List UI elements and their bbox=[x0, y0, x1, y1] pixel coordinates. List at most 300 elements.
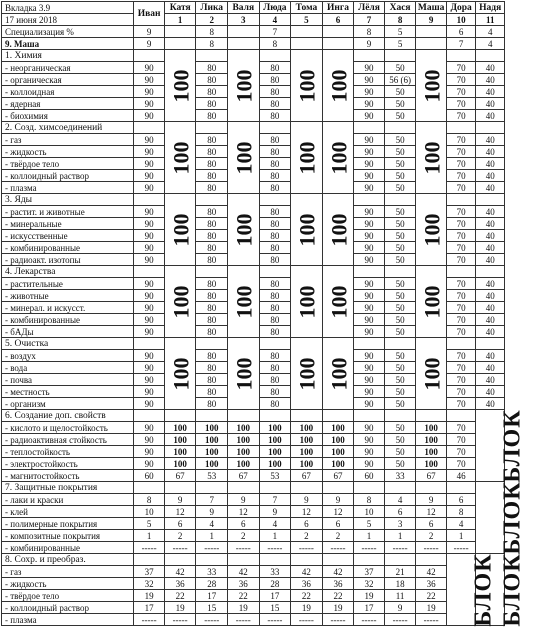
value-cell: 42 bbox=[228, 566, 260, 578]
name-header: Катя bbox=[164, 2, 196, 14]
value-cell: 80 bbox=[259, 398, 291, 410]
big-100 bbox=[322, 50, 354, 122]
value-cell: ----- bbox=[354, 542, 385, 554]
value-cell: 40 bbox=[476, 158, 505, 170]
empty-cell bbox=[259, 338, 291, 350]
section-title: 6. Создание доп. свойств bbox=[2, 410, 134, 422]
value-cell: 80 bbox=[196, 254, 228, 266]
value-cell: 80 bbox=[259, 170, 291, 182]
section-row bbox=[2, 482, 505, 494]
value-cell: 19 bbox=[416, 602, 447, 614]
value-cell: 100 bbox=[164, 422, 196, 434]
empty-cell bbox=[446, 338, 476, 350]
value-cell: 100 bbox=[228, 446, 260, 458]
value-cell: 40 bbox=[476, 254, 505, 266]
value-cell: 90 bbox=[354, 278, 385, 290]
value-cell: ----- bbox=[228, 542, 260, 554]
value-cell: 70 bbox=[446, 218, 476, 230]
value-cell: 90 bbox=[134, 110, 165, 122]
value-cell: 42 bbox=[164, 566, 196, 578]
value-cell: 80 bbox=[259, 146, 291, 158]
value-cell: 90 bbox=[134, 362, 165, 374]
data-table bbox=[1, 1, 527, 627]
name-header: Инга bbox=[322, 2, 354, 14]
value-cell: 90 bbox=[354, 230, 385, 242]
value-cell: 80 bbox=[259, 326, 291, 338]
value-cell: 90 bbox=[354, 98, 385, 110]
spec-value: 6 bbox=[446, 26, 476, 38]
spec-value bbox=[164, 26, 196, 38]
value-cell: 80 bbox=[259, 290, 291, 302]
column-number: 3 bbox=[228, 14, 260, 26]
row-label: - комбинированные bbox=[2, 542, 134, 554]
big-100-text: 100 bbox=[326, 285, 352, 318]
blok-label bbox=[446, 552, 497, 627]
row-label: - теплостойкость bbox=[2, 446, 134, 458]
value-cell: 80 bbox=[196, 314, 228, 326]
value-cell: 90 bbox=[134, 314, 165, 326]
value-cell: 40 bbox=[476, 386, 505, 398]
row-label: - лаки и краски bbox=[2, 494, 134, 506]
row-label: - твёрдое тело bbox=[2, 158, 134, 170]
value-cell: 22 bbox=[322, 590, 354, 602]
empty-cell bbox=[134, 338, 165, 350]
column-number: 10 bbox=[446, 14, 476, 26]
value-cell: 90 bbox=[134, 386, 165, 398]
value-cell: 50 bbox=[384, 350, 416, 362]
value-cell: 90 bbox=[354, 290, 385, 302]
value-cell: 90 bbox=[134, 230, 165, 242]
big-100 bbox=[322, 194, 354, 266]
row-label: - органическая bbox=[2, 74, 134, 86]
column-number: 9 bbox=[416, 14, 447, 26]
empty-cell bbox=[446, 482, 476, 494]
value-cell: 70 bbox=[446, 422, 476, 434]
value-cell: 36 bbox=[228, 578, 260, 590]
big-100 bbox=[164, 266, 196, 338]
column-number: 6 bbox=[322, 14, 354, 26]
empty-cell bbox=[476, 122, 505, 134]
value-cell: 50 bbox=[384, 206, 416, 218]
data-row bbox=[2, 434, 505, 446]
value-cell: 80 bbox=[196, 62, 228, 74]
value-cell: 40 bbox=[476, 278, 505, 290]
big-100 bbox=[291, 194, 323, 266]
value-cell: 90 bbox=[354, 218, 385, 230]
data-row bbox=[2, 518, 505, 530]
value-cell: 6 bbox=[322, 518, 354, 530]
column-number: 4 bbox=[259, 14, 291, 26]
big-100 bbox=[228, 194, 260, 266]
row-label: - ядерная bbox=[2, 98, 134, 110]
value-cell: 46 bbox=[446, 470, 476, 482]
value-cell: 50 bbox=[384, 98, 416, 110]
value-cell: 50 bbox=[384, 386, 416, 398]
data-row bbox=[2, 602, 505, 614]
value-cell: 90 bbox=[354, 170, 385, 182]
big-100-text: 100 bbox=[326, 213, 352, 246]
big-100-text: 100 bbox=[231, 285, 257, 318]
value-cell: 40 bbox=[476, 134, 505, 146]
value-cell: 80 bbox=[196, 218, 228, 230]
row-label: - минерал. и искусст. bbox=[2, 302, 134, 314]
big-100 bbox=[322, 338, 354, 410]
row-label: - электростойкость bbox=[2, 458, 134, 470]
value-cell: 90 bbox=[354, 302, 385, 314]
masha-value bbox=[164, 38, 196, 50]
empty-cell bbox=[228, 482, 260, 494]
column-number: 11 bbox=[476, 14, 505, 26]
value-cell: ----- bbox=[384, 614, 416, 626]
value-cell: 80 bbox=[196, 398, 228, 410]
data-row bbox=[2, 494, 505, 506]
empty-cell bbox=[384, 482, 416, 494]
row-label: - магнитостойкость bbox=[2, 470, 134, 482]
empty-cell bbox=[259, 482, 291, 494]
masha-value: 8 bbox=[259, 38, 291, 50]
row-label: - кислото и щелостойкость bbox=[2, 422, 134, 434]
value-cell: 100 bbox=[228, 434, 260, 446]
value-cell: 60 bbox=[134, 470, 165, 482]
value-cell: 19 bbox=[164, 602, 196, 614]
value-cell: 50 bbox=[384, 170, 416, 182]
value-cell: 50 bbox=[384, 218, 416, 230]
value-cell: 12 bbox=[164, 506, 196, 518]
big-100-text: 100 bbox=[419, 285, 445, 318]
value-cell: 42 bbox=[416, 566, 447, 578]
big-100-text: 100 bbox=[419, 69, 445, 102]
value-cell: 100 bbox=[291, 458, 323, 470]
value-cell: 80 bbox=[196, 350, 228, 362]
value-cell: 100 bbox=[291, 422, 323, 434]
value-cell: 90 bbox=[134, 434, 165, 446]
value-cell: 70 bbox=[446, 146, 476, 158]
value-cell: 100 bbox=[259, 434, 291, 446]
value-cell: 40 bbox=[476, 86, 505, 98]
empty-cell bbox=[354, 50, 385, 62]
row-label: - биохимия bbox=[2, 110, 134, 122]
value-cell: 90 bbox=[134, 206, 165, 218]
big-100 bbox=[291, 122, 323, 194]
value-cell: 50 bbox=[384, 182, 416, 194]
value-cell: 70 bbox=[446, 134, 476, 146]
value-cell: 1 bbox=[134, 530, 165, 542]
value-cell: 9 bbox=[259, 506, 291, 518]
value-cell: 80 bbox=[196, 386, 228, 398]
data-row bbox=[2, 470, 505, 482]
empty-cell bbox=[259, 554, 291, 566]
value-cell: 50 bbox=[384, 374, 416, 386]
value-cell: 6 bbox=[228, 518, 260, 530]
section-row bbox=[2, 50, 505, 62]
value-cell: ----- bbox=[446, 542, 476, 554]
empty-cell bbox=[354, 338, 385, 350]
big-100 bbox=[164, 50, 196, 122]
value-cell: 80 bbox=[259, 386, 291, 398]
value-cell: 100 bbox=[416, 434, 447, 446]
value-cell: 22 bbox=[164, 590, 196, 602]
value-cell: 9 bbox=[164, 494, 196, 506]
value-cell: 80 bbox=[259, 134, 291, 146]
row-label: - воздух bbox=[2, 350, 134, 362]
column-number: 1 bbox=[164, 14, 196, 26]
row-label: - газ bbox=[2, 134, 134, 146]
value-cell: 70 bbox=[446, 374, 476, 386]
big-100-text: 100 bbox=[419, 141, 445, 174]
value-cell: 42 bbox=[322, 566, 354, 578]
name-header: Лёля bbox=[354, 2, 385, 14]
section-row bbox=[2, 194, 505, 206]
value-cell: 90 bbox=[134, 218, 165, 230]
row-label: - животные bbox=[2, 290, 134, 302]
value-cell: 9 bbox=[196, 506, 228, 518]
value-cell: 67 bbox=[228, 470, 260, 482]
value-cell: 90 bbox=[354, 326, 385, 338]
value-cell: 8 bbox=[354, 494, 385, 506]
value-cell: 67 bbox=[322, 470, 354, 482]
value-cell: 80 bbox=[259, 362, 291, 374]
spec-value bbox=[291, 26, 323, 38]
value-cell: 50 bbox=[384, 314, 416, 326]
value-cell: 17 bbox=[259, 590, 291, 602]
value-cell: 90 bbox=[354, 182, 385, 194]
value-cell: ----- bbox=[196, 542, 228, 554]
value-cell: 67 bbox=[164, 470, 196, 482]
value-cell: 60 bbox=[354, 470, 385, 482]
value-cell: 80 bbox=[196, 146, 228, 158]
empty-cell bbox=[446, 122, 476, 134]
empty-cell bbox=[134, 266, 165, 278]
value-cell: 33 bbox=[384, 470, 416, 482]
big-100 bbox=[164, 338, 196, 410]
value-cell: 80 bbox=[196, 134, 228, 146]
empty-cell bbox=[134, 122, 165, 134]
empty-cell bbox=[384, 194, 416, 206]
value-cell: 4 bbox=[259, 518, 291, 530]
value-cell: 100 bbox=[228, 422, 260, 434]
masha-label: 9. Маша bbox=[2, 38, 134, 50]
value-cell: 80 bbox=[196, 230, 228, 242]
value-cell: 50 bbox=[384, 62, 416, 74]
big-100-text: 100 bbox=[168, 141, 194, 174]
value-cell: 1 bbox=[196, 530, 228, 542]
value-cell: 50 bbox=[384, 242, 416, 254]
value-cell: 80 bbox=[259, 314, 291, 326]
data-row bbox=[2, 530, 505, 542]
big-100 bbox=[228, 122, 260, 194]
data-row bbox=[2, 578, 505, 590]
value-cell: 100 bbox=[322, 458, 354, 470]
value-cell: 90 bbox=[134, 446, 165, 458]
empty-cell bbox=[259, 122, 291, 134]
value-cell: 12 bbox=[322, 506, 354, 518]
value-cell: 33 bbox=[196, 566, 228, 578]
value-cell: 100 bbox=[196, 434, 228, 446]
row-label: - коллоидный раствор bbox=[2, 602, 134, 614]
value-cell: 80 bbox=[259, 110, 291, 122]
empty-cell bbox=[134, 194, 165, 206]
value-cell: 9 bbox=[228, 494, 260, 506]
blok-label bbox=[476, 480, 527, 555]
row-label: - радиоакт. изотопы bbox=[2, 254, 134, 266]
empty-cell bbox=[164, 410, 196, 422]
value-cell: 90 bbox=[354, 74, 385, 86]
value-cell: ----- bbox=[164, 542, 196, 554]
value-cell: 90 bbox=[134, 422, 165, 434]
masha-value: 7 bbox=[446, 38, 476, 50]
big-100-text: 100 bbox=[294, 141, 320, 174]
empty-cell bbox=[354, 482, 385, 494]
value-cell: 90 bbox=[354, 434, 385, 446]
value-cell: 2 bbox=[228, 530, 260, 542]
row-label: - композитные покрытия bbox=[2, 530, 134, 542]
spec-value: 4 bbox=[476, 26, 505, 38]
value-cell: 9 bbox=[416, 494, 447, 506]
spec-value: 8 bbox=[196, 26, 228, 38]
value-cell: 70 bbox=[446, 278, 476, 290]
row-label: - коллоидный раствор bbox=[2, 170, 134, 182]
empty-cell bbox=[476, 266, 505, 278]
value-cell: 90 bbox=[134, 86, 165, 98]
empty-cell bbox=[228, 410, 260, 422]
empty-cell bbox=[134, 482, 165, 494]
value-cell: 40 bbox=[476, 218, 505, 230]
value-cell: 80 bbox=[196, 362, 228, 374]
value-cell: 90 bbox=[354, 350, 385, 362]
big-100-text: 100 bbox=[231, 213, 257, 246]
empty-cell bbox=[384, 554, 416, 566]
value-cell: ----- bbox=[259, 542, 291, 554]
value-cell: 100 bbox=[196, 446, 228, 458]
value-cell: 36 bbox=[322, 578, 354, 590]
empty-cell bbox=[259, 410, 291, 422]
value-cell: 50 bbox=[384, 134, 416, 146]
data-row bbox=[2, 506, 505, 518]
row-label: - организм bbox=[2, 398, 134, 410]
value-cell: 12 bbox=[228, 506, 260, 518]
big-100 bbox=[416, 338, 447, 410]
big-100-text: 100 bbox=[294, 213, 320, 246]
value-cell: 90 bbox=[134, 350, 165, 362]
value-cell: 40 bbox=[476, 110, 505, 122]
value-cell: 70 bbox=[446, 314, 476, 326]
big-100 bbox=[416, 194, 447, 266]
value-cell: 70 bbox=[446, 290, 476, 302]
row-label: - жидкость bbox=[2, 578, 134, 590]
value-cell: 80 bbox=[259, 218, 291, 230]
value-cell: 9 bbox=[384, 602, 416, 614]
value-cell: 7 bbox=[259, 494, 291, 506]
value-cell: 50 bbox=[384, 86, 416, 98]
value-cell: 80 bbox=[259, 182, 291, 194]
section-row bbox=[2, 122, 505, 134]
value-cell: 80 bbox=[196, 158, 228, 170]
value-cell: 90 bbox=[134, 74, 165, 86]
row-label: - полимерные покрытия bbox=[2, 518, 134, 530]
value-cell: 100 bbox=[196, 458, 228, 470]
value-cell: 100 bbox=[164, 434, 196, 446]
value-cell: 50 bbox=[384, 290, 416, 302]
empty-cell bbox=[291, 554, 323, 566]
value-cell: 19 bbox=[291, 602, 323, 614]
name-header: Хася bbox=[384, 2, 416, 14]
value-cell: 90 bbox=[134, 98, 165, 110]
big-100 bbox=[416, 122, 447, 194]
value-cell: 15 bbox=[196, 602, 228, 614]
row-label: - радиоактивная стойкость bbox=[2, 434, 134, 446]
value-cell: 100 bbox=[228, 458, 260, 470]
name-header: Иван bbox=[134, 2, 165, 26]
value-cell: 70 bbox=[446, 62, 476, 74]
value-cell: 80 bbox=[259, 254, 291, 266]
blok-label-text: БЛОК bbox=[500, 552, 527, 627]
value-cell: 70 bbox=[446, 398, 476, 410]
value-cell: 80 bbox=[259, 278, 291, 290]
empty-cell bbox=[446, 410, 476, 422]
empty-cell bbox=[196, 338, 228, 350]
row-label: - местность bbox=[2, 386, 134, 398]
value-cell: 12 bbox=[291, 506, 323, 518]
name-header: Дора bbox=[446, 2, 476, 14]
data-row bbox=[2, 590, 505, 602]
big-100 bbox=[228, 338, 260, 410]
empty-cell bbox=[354, 266, 385, 278]
empty-cell bbox=[416, 410, 447, 422]
empty-cell bbox=[384, 122, 416, 134]
value-cell: 80 bbox=[259, 98, 291, 110]
value-cell: 90 bbox=[134, 374, 165, 386]
big-100 bbox=[416, 50, 447, 122]
value-cell: 80 bbox=[196, 242, 228, 254]
value-cell: 100 bbox=[291, 446, 323, 458]
value-cell: 50 bbox=[384, 446, 416, 458]
big-100 bbox=[291, 266, 323, 338]
value-cell: 40 bbox=[476, 302, 505, 314]
section-title: 1. Химия bbox=[2, 50, 134, 62]
big-100 bbox=[228, 266, 260, 338]
value-cell: 70 bbox=[446, 350, 476, 362]
value-cell: 90 bbox=[134, 278, 165, 290]
empty-cell bbox=[446, 266, 476, 278]
spec-value bbox=[228, 26, 260, 38]
value-cell: 70 bbox=[446, 170, 476, 182]
value-cell: 37 bbox=[134, 566, 165, 578]
big-100-text: 100 bbox=[326, 141, 352, 174]
value-cell: 11 bbox=[384, 590, 416, 602]
value-cell: 67 bbox=[416, 470, 447, 482]
section-title: 7. Защитные покрытия bbox=[2, 482, 134, 494]
value-cell: 70 bbox=[446, 458, 476, 470]
value-cell: 12 bbox=[416, 506, 447, 518]
value-cell: ----- bbox=[259, 614, 291, 626]
name-header: Маша bbox=[416, 2, 447, 14]
value-cell: 22 bbox=[228, 590, 260, 602]
value-cell: 22 bbox=[416, 590, 447, 602]
value-cell: 70 bbox=[446, 86, 476, 98]
value-cell: 90 bbox=[134, 170, 165, 182]
value-cell: 19 bbox=[322, 602, 354, 614]
spec-value: 8 bbox=[354, 26, 385, 38]
value-cell: 80 bbox=[259, 206, 291, 218]
empty-cell bbox=[196, 482, 228, 494]
value-cell: 40 bbox=[476, 398, 505, 410]
value-cell: 80 bbox=[259, 62, 291, 74]
value-cell: 90 bbox=[354, 62, 385, 74]
number-row bbox=[2, 14, 505, 26]
value-cell: 70 bbox=[446, 206, 476, 218]
value-cell: 10 bbox=[134, 506, 165, 518]
spec-value: 9 bbox=[134, 26, 165, 38]
